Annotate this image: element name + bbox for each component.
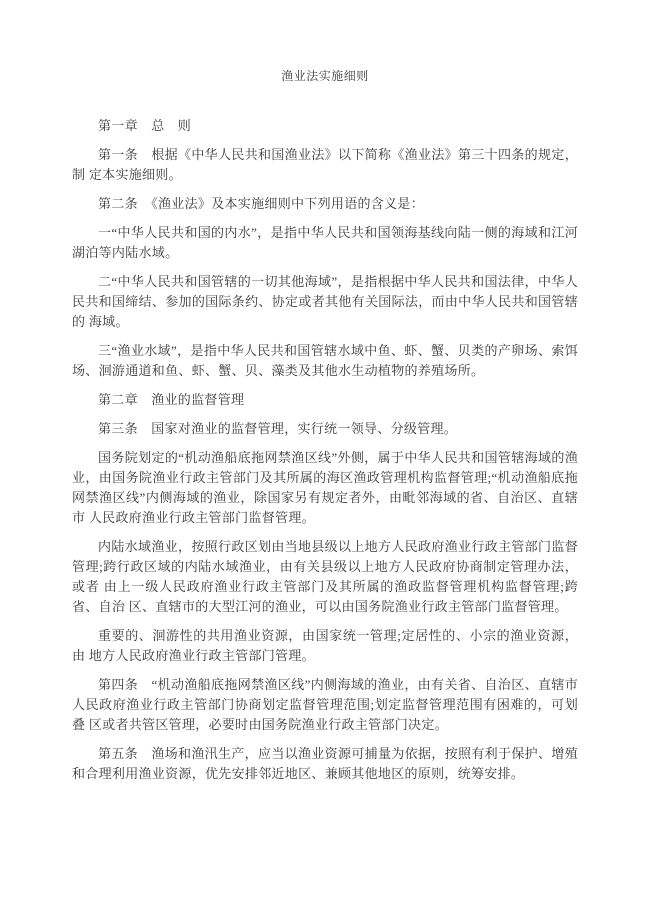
- article-3-paragraph-3: 内陆水域渔业，按照行政区划由当地县级以上地方人民政府渔业行政主管部门监督管理;跨行政区域的内陆水域渔业，由有关县级以上地方人民政府协商制定管理办法，或者 由上一级人民政府渔业行政主管部门及其所属的渔政监督管理机构监督管理;跨省、自治 区、直辖市的大型江河的渔业，可以由国务院渔业行政主管部门监督管理。: [72, 539, 578, 614]
- article-4: 第四条 “机动渔船底拖网禁渔区线”内侧海域的渔业，由有关省、自治区、直辖市 人民政府渔业行政主管部门协商划定监督管理范围;划定监督管理范围有困难的，可划叠 区或者共管区管理，必要时由国务院渔业行政主管部门决定。: [72, 677, 578, 732]
- definition-item-1: 一“中华人民共和国的内水”，是指中华人民共和国领海基线向陆一侧的海域和江河 湖泊等内陆水域。: [72, 225, 578, 260]
- chapter-1-heading: 第一章 总 则: [98, 118, 192, 133]
- article-5: 第五条 渔场和渔汛生产，应当以渔业资源可捕量为依据，按照有利于保护、增殖和合理利用渔业资源，优先安排邻近地区、兼顾其他地区的原则，统筹安排。: [72, 746, 578, 781]
- article-3: 第三条 国家对渔业的监督管理，实行统一领导、分级管理。: [98, 421, 458, 436]
- document-title: 渔业法实施细则: [281, 69, 369, 83]
- article-2: 第二条 《渔业法》及本实施细则中下列用语的含义是：: [98, 196, 425, 211]
- chapter-2-heading: 第二章 渔业的监督管理: [98, 392, 245, 407]
- article-3-paragraph-4: 重要的、洄游性的共用渔业资源，由国家统一管理;定居性的、小宗的渔业资源，由 地方人民政府渔业行政主管部门管理。: [72, 628, 578, 663]
- article-3-paragraph-2: 国务院划定的“机动渔船底拖网禁渔区线”外侧，属于中华人民共和国管辖海域的渔业，由国务院渔业行政主管部门及其所属的海区渔政管理机构监督管理;“机动渔船底拖 网禁渔区线”内侧海域的渔业，除国家另有规定者外，由毗邻海域的省、自治区、直辖市 人民政府渔业行政主管部门监督管理。: [72, 450, 578, 525]
- definition-item-2: 二“中华人民共和国管辖的一切其他海域”，是指根据中华人民共和国法律，中华人 民共和国缔结、参加的国际条约、协定或者其他有关国际法，而由中华人民共和国管辖的 海域。: [72, 274, 578, 329]
- article-1: 第一条 根据《中华人民共和国渔业法》以下简称《渔业法》第三十四条的规定，制 定本实施细则。: [72, 147, 578, 182]
- definition-item-3: 三“渔业水域”，是指中华人民共和国管辖水域中鱼、虾、蟹、贝类的产卵场、索饵场、洄游通道和鱼、虾、蟹、贝、藻类及其他水生动植物的养殖场所。: [72, 343, 578, 378]
